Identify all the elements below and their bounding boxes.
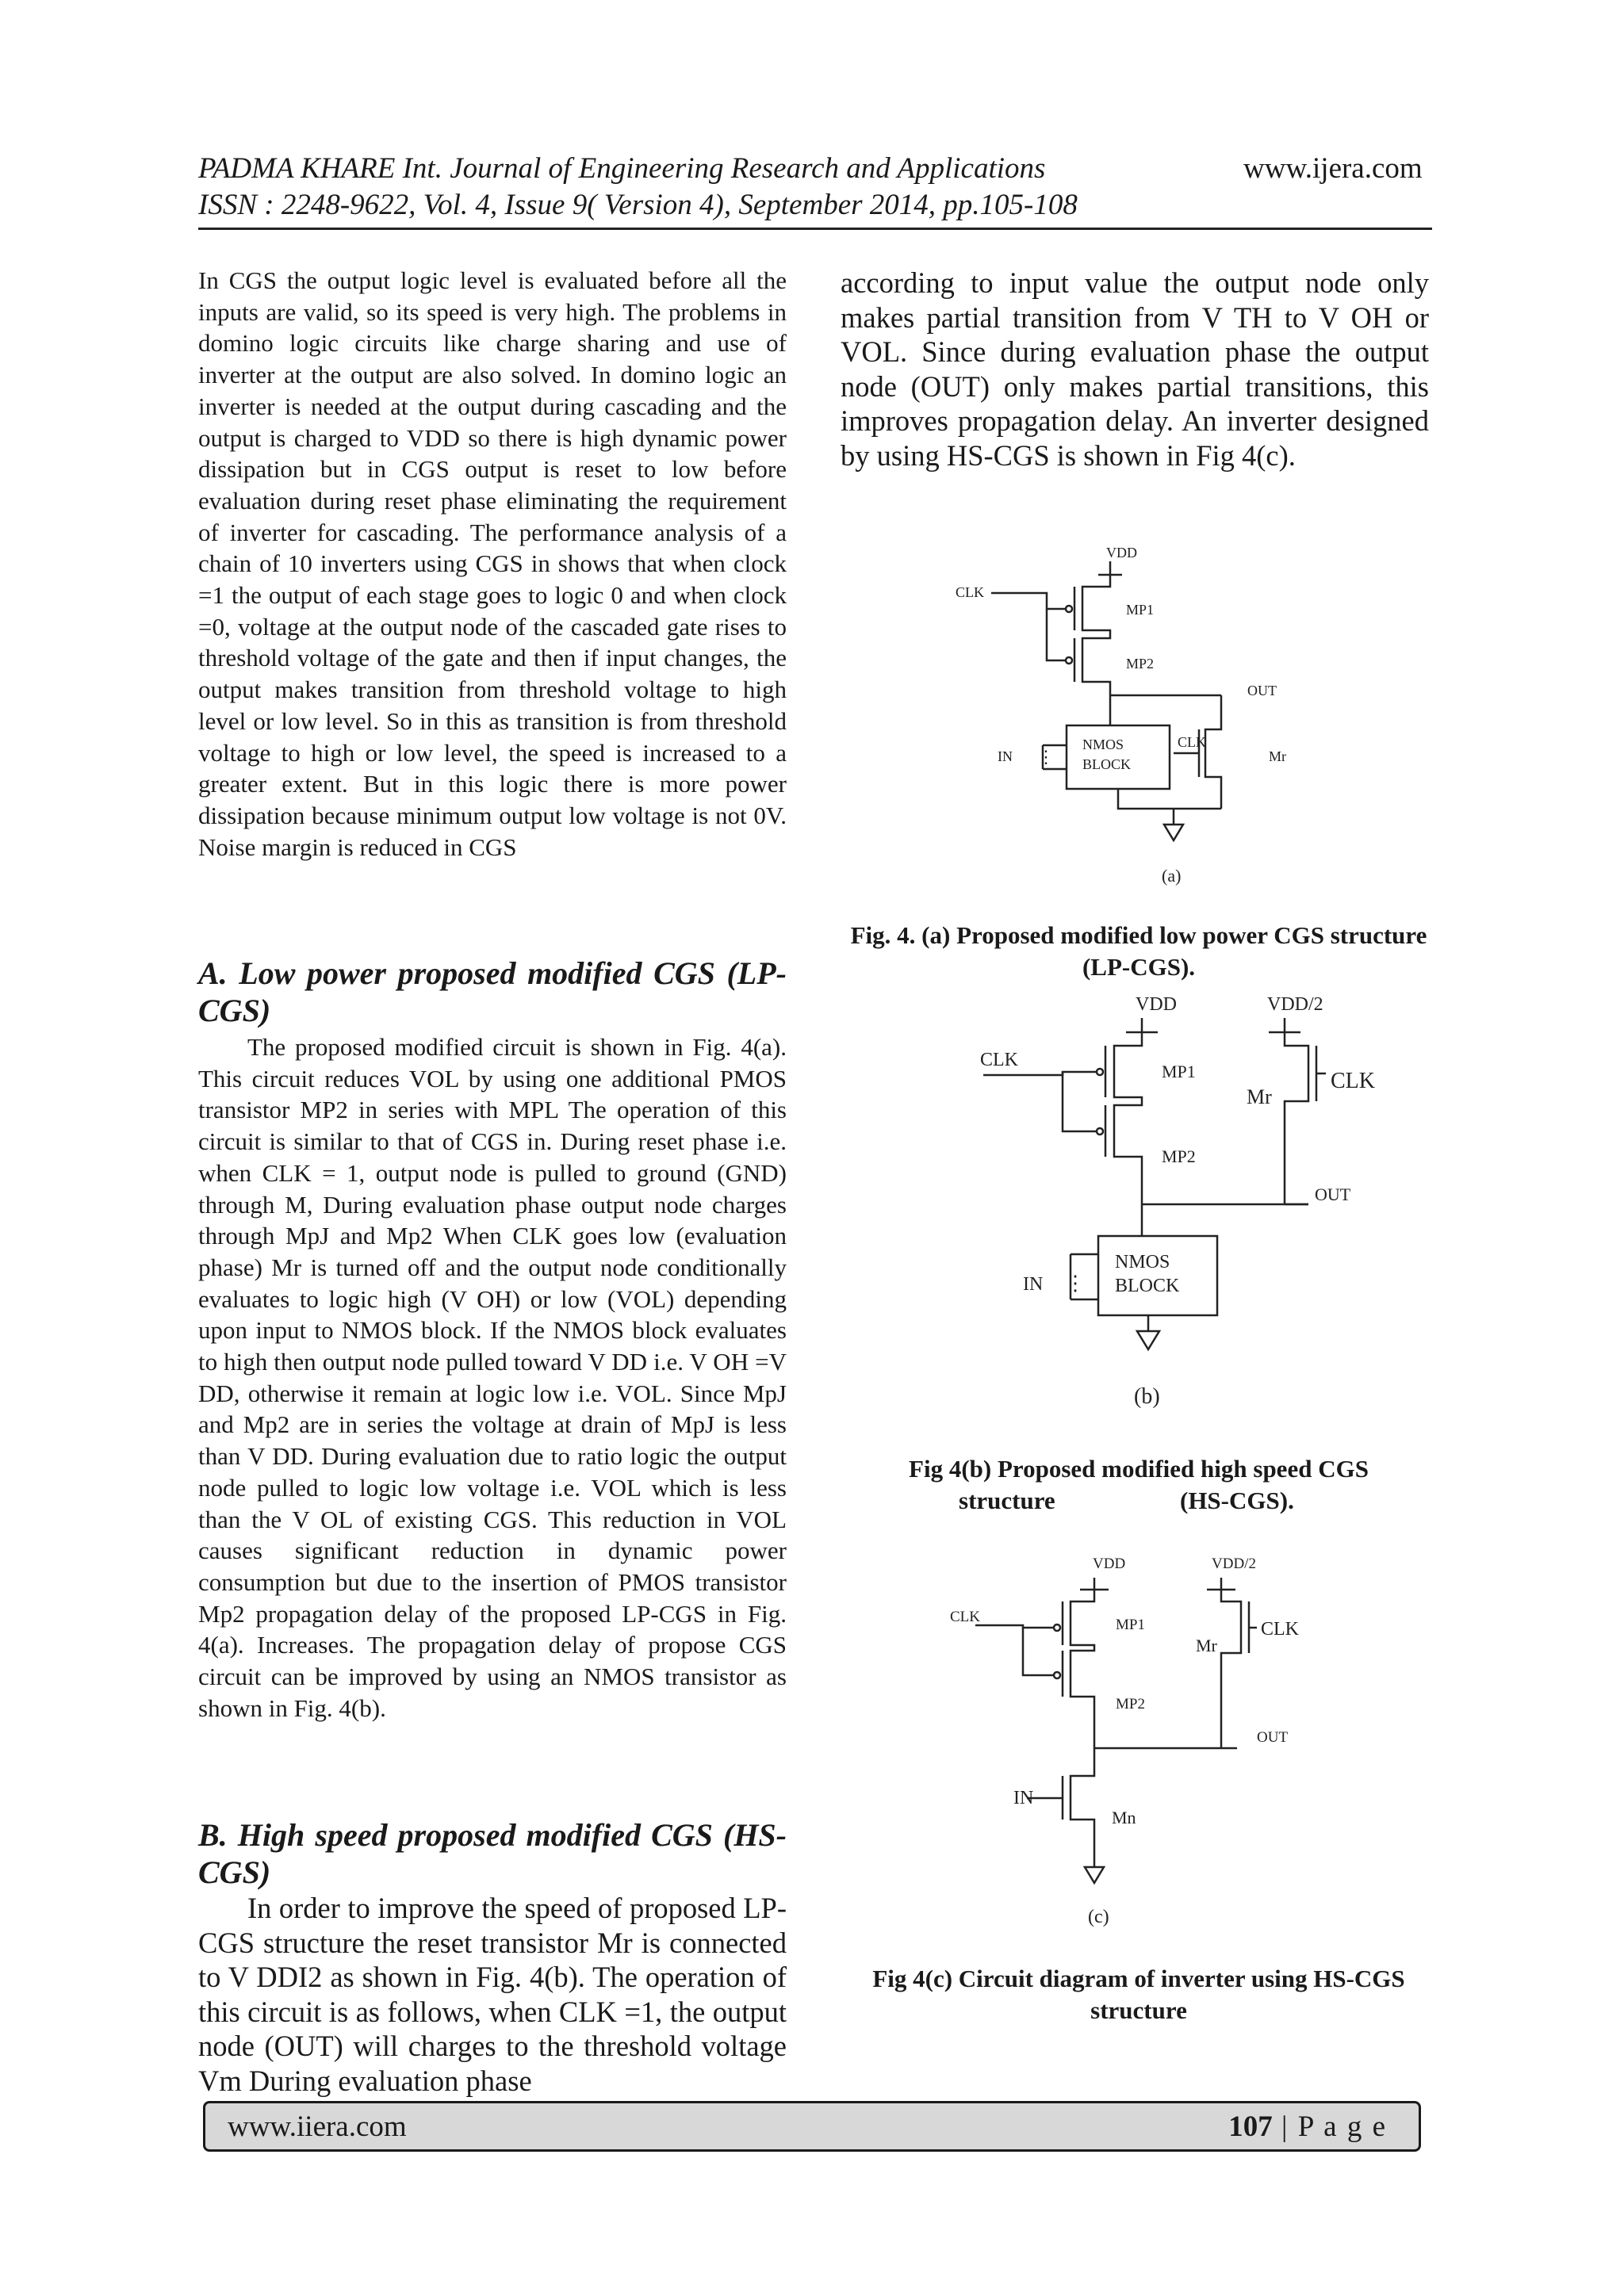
fig-b-vdd-label: VDD [1136, 994, 1177, 1015]
fig-c-vdd-label: VDD [1093, 1556, 1126, 1572]
fig-a-vdd-label: VDD [1106, 545, 1137, 561]
figure-4c-caption: Fig 4(c) Circuit diagram of inverter using HS-CGS structure [872, 1965, 1405, 2024]
fig-c-in-label: IN [1013, 1788, 1034, 1808]
figure-4a-caption: Fig. 4. (a) Proposed modified low power CGS structure (LP-CGS). [850, 921, 1427, 981]
section-a-heading: A. Low power proposed modified CGS (LP-CGS) [198, 955, 787, 1028]
fig-b-clk2-label: CLK [1331, 1069, 1375, 1093]
intro-paragraph: In CGS the output logic level is evaluated before all the inputs are valid, so its speed is very high. The problems in domino logic circuits like charge sharing and use of inverter at the output are also solved. In domino logic an inverter is needed at the output during cascading and the output is charged to VDD so there is high dynamic power dissipation but in CGS output is reset to low before evaluation during reset phase eliminating the requirement of inverter for cascading. The performance analysis of a chain of 10 inverters using CGS in shows that when clock =1 the output of each stage goes to logic 0 and when clock =0, voltage at the output node of the cascaded gate rises to threshold voltage of the gate and then if input changes, the output makes transition from threshold voltage to high level or low level. So in this as transition is from threshold voltage to high or low level, the speed is increased to a greater extent. But in this logic there is more power dissipation because minimum output low voltage is not 0V. Noise margin is reduced in CGS [198, 266, 787, 861]
journal-url[interactable]: www.ijera.com [1243, 152, 1423, 185]
fig-b-mp2-label: MP2 [1162, 1146, 1196, 1166]
fig-c-out-label: OUT [1257, 1729, 1289, 1746]
fig-a-nmos-label-1: NMOS [1082, 737, 1124, 752]
fig-a-mp1-label: MP1 [1126, 602, 1155, 618]
fig-c-mp1-label: MP1 [1116, 1617, 1145, 1633]
figure-4b-caption [837, 1453, 1440, 1517]
fig-a-out-label: OUT [1247, 683, 1277, 698]
figure-4b [967, 986, 1411, 1422]
fig-a-mr-label: Mr [1269, 748, 1286, 764]
header-divider [198, 228, 1432, 230]
footer-url[interactable]: www.iiera.com [228, 2110, 407, 2143]
fig-c-clk2-label: CLK [1261, 1619, 1299, 1640]
fig-b-clk-label: CLK [980, 1050, 1018, 1070]
journal-title: PADMA KHARE Int. Journal of Engineering Research and Applications [198, 152, 1046, 185]
fig-a-clk2-label: CLK [1178, 734, 1206, 750]
fig-b-mr-label: Mr [1247, 1085, 1272, 1108]
fig-b-sublabel: (b) [1134, 1384, 1160, 1409]
continued-paragraph: according to input value the output node only makes partial transition from V TH to V OH or VOL. Since during evaluation phase the output node (OUT) only makes partial transitions, this improves propagation delay. An inverter designed by using HS-CGS is shown in Fig 4(c). [841, 266, 1429, 472]
fig-b-out-label: OUT [1315, 1184, 1351, 1204]
fig-b-nmos-label-1: NMOS [1115, 1252, 1170, 1272]
fig-a-sublabel: (a) [1162, 866, 1182, 886]
figure-4c [944, 1546, 1340, 1942]
fig-b-in-label: IN [1023, 1274, 1044, 1295]
page-label: | P a g e [1272, 2110, 1387, 2143]
section-b-heading: B. High speed proposed modified CGS (HS-CGS) [198, 1817, 787, 1890]
fig-c-vdd2-label: VDD/2 [1212, 1556, 1256, 1572]
figure-4b-caption-abbrev: (HS-CGS). [1180, 1487, 1294, 1514]
section-a-paragraph: The proposed modified circuit is shown in Fig. 4(a). This circuit reduces VOL by using one additional PMOS transistor MP2 in series with MPL The operation of this circuit is similar to that of CGS in. During reset phase i.e. when CLK = 1, output node is pulled to ground (GND) through M, During evaluation phase output node charges through MpJ and Mp2 When CLK goes low (evaluation phase) Mr is turned off and the output node conditionally evaluates to logic high (V OH) or low (VOL) depending upon input to NMOS block. If the NMOS block evaluates to high then output node pulled toward V DD i.e. V OH =V DD, otherwise it remain at logic low i.e. VOL. Since MpJ and Mp2 are in series the voltage at drain of MpJ is less than V DD. During evaluation due to ratio logic the output node pulled to logic low voltage i.e. VOL which is less than the V OL of existing CGS. This reduction in VOL causes significant reduction in dynamic power consumption but due to the insertion of PMOS transistor Mp2 propagation delay of the proposed LP-CGS in Fig. 4(a). Increases. The propagation delay of propose CGS circuit can be improved by using an NMOS transistor as shown in Fig. 4(b). [198, 1033, 787, 1722]
fig-b-vdd2-label: VDD/2 [1267, 994, 1323, 1015]
page-number [1228, 2110, 1387, 2145]
figure-4b-caption-line1: Fig 4(b) Proposed modified high speed CGS [909, 1455, 1369, 1483]
fig-c-sublabel: (c) [1088, 1907, 1109, 1927]
fig-a-clk-label: CLK [956, 584, 984, 600]
fig-b-nmos-label-2: BLOCK [1115, 1276, 1180, 1296]
issn-line: ISSN : 2248-9622, Vol. 4, Issue 9( Version 4), September 2014, pp.105-108 [198, 189, 1078, 221]
page-footer [203, 2101, 1421, 2152]
figure-4a [936, 539, 1300, 896]
svg-text:⋮: ⋮ [1037, 747, 1055, 767]
figure-4b-caption-structure: structure [959, 1487, 1055, 1514]
fig-a-in-label: IN [998, 748, 1013, 764]
fig-c-clk-label: CLK [950, 1609, 980, 1625]
fig-c-mn-label: Mn [1112, 1808, 1136, 1827]
fig-c-mr-label: Mr [1196, 1636, 1217, 1655]
svg-text:⋮: ⋮ [1065, 1272, 1086, 1295]
fig-c-mp2-label: MP2 [1116, 1696, 1145, 1712]
fig-b-mp1-label: MP1 [1162, 1062, 1196, 1081]
page-number-value: 107 [1228, 2110, 1273, 2143]
fig-a-nmos-label-2: BLOCK [1082, 756, 1132, 772]
fig-a-mp2-label: MP2 [1126, 656, 1155, 672]
section-b-paragraph: In order to improve the speed of proposed LP-CGS structure the reset transistor Mr is connected to V DDI2 as shown in Fig. 4(b). The operation of this circuit is as follows, when CLK =1, the output node (OUT) will charges to the threshold voltage Vm During evaluation phase [198, 1892, 787, 2097]
